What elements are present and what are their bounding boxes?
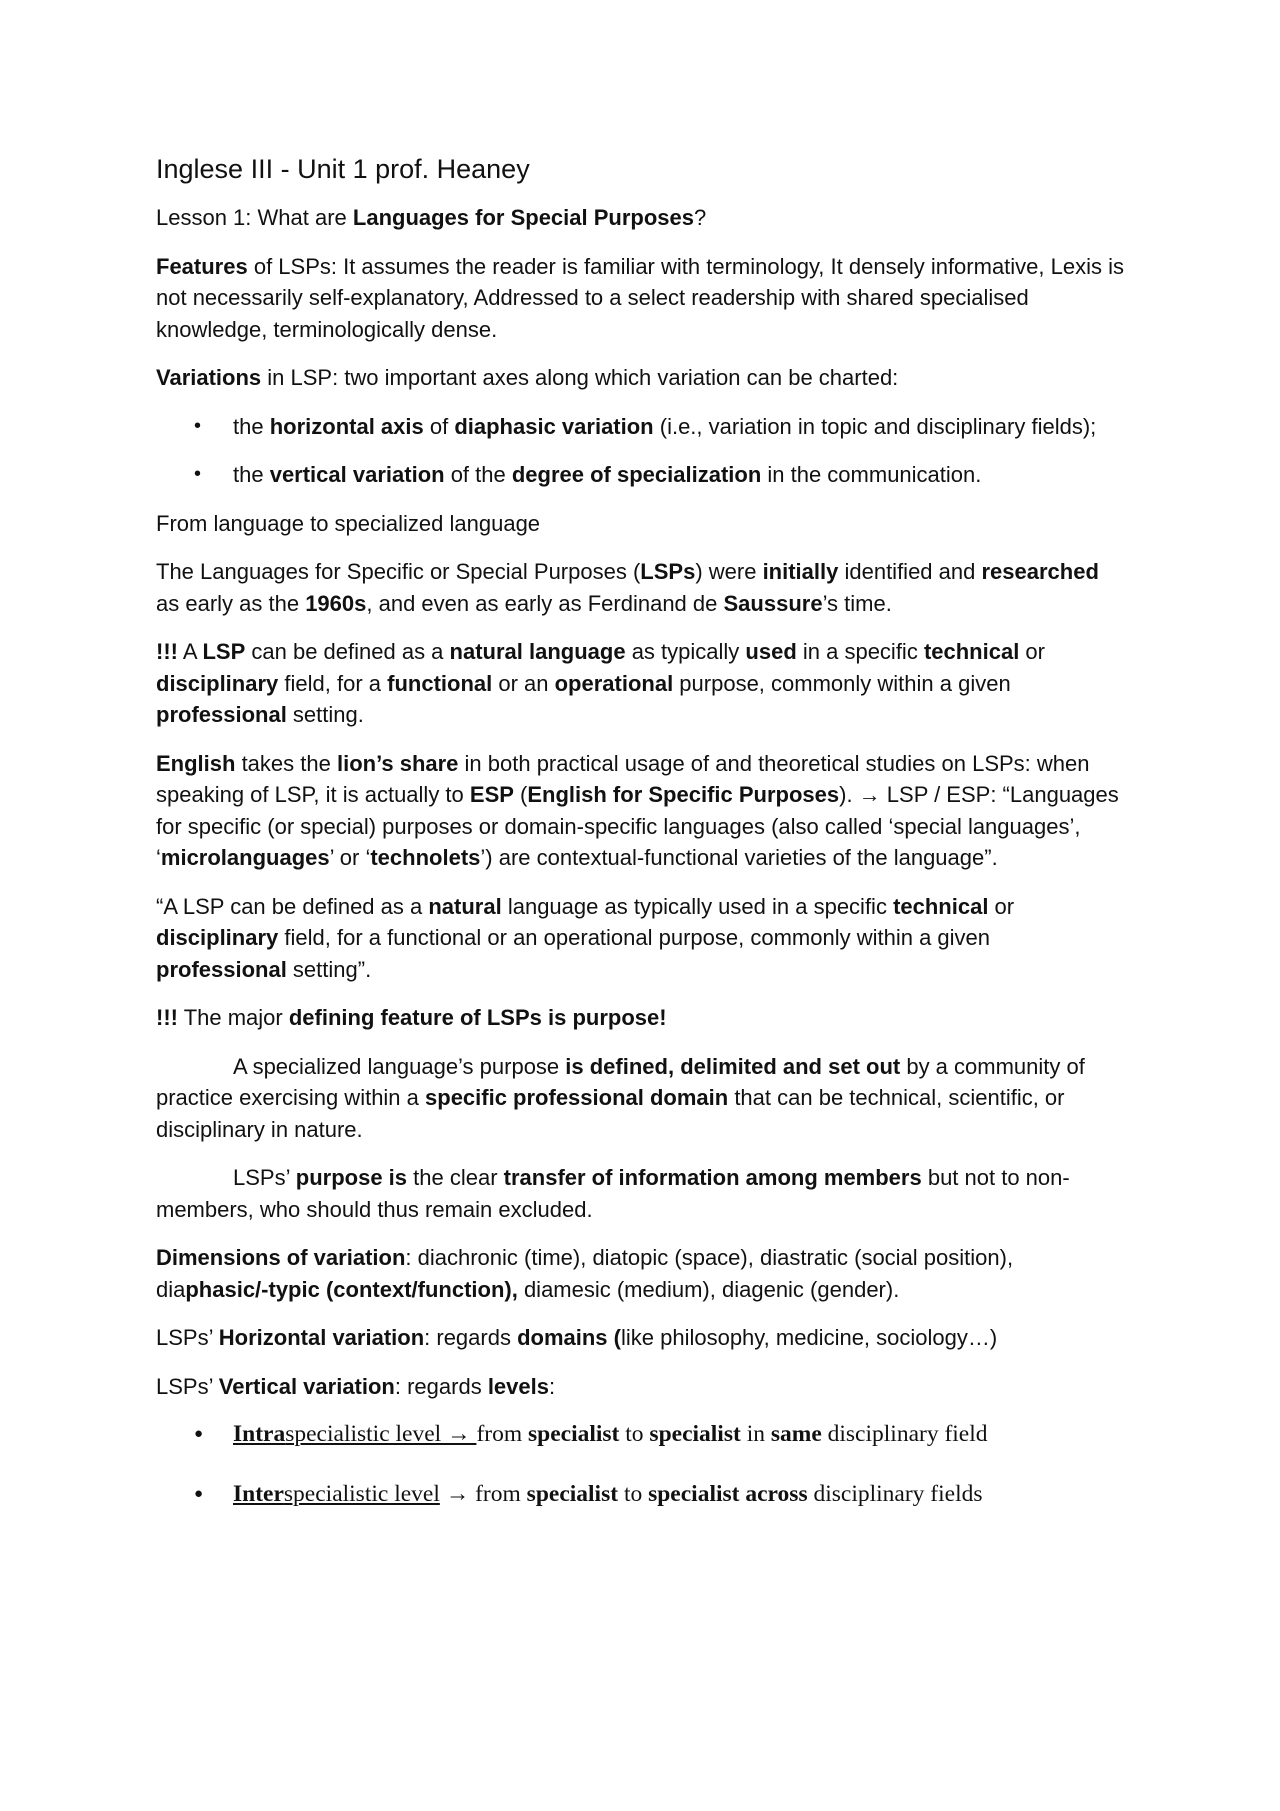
axes-list xyxy=(156,411,1126,491)
vertical-variation-paragraph: LSPs’ Vertical variation: regards levels: xyxy=(156,1373,556,1399)
horizontal-variation-paragraph: LSPs’ Horizontal variation: regards domains (like philosophy, medicine, sociology…) xyxy=(156,1325,998,1351)
list-item: ● Interspecialistic level → from specialist to specialist across disciplinary fields xyxy=(156,1479,1126,1511)
major-feature-paragraph: !!! The major defining feature of LSPs is purpose! xyxy=(156,1005,667,1031)
variations-paragraph: Variations in LSP: two important axes along which variation can be charted: xyxy=(156,365,899,391)
section-heading: From language to specialized language xyxy=(156,510,541,536)
purpose-paragraph-1: A specialized language’s purpose is defined, delimited and set out by a community of practice exercising within a specific professional domain that can be technical, scientific, or disciplinary in nature. xyxy=(156,1053,1085,1142)
list-item: • the vertical variation of the degree of specialization in the communication. xyxy=(156,459,1126,491)
list-item: • the horizontal axis of diaphasic variation (i.e., variation in topic and disciplinary fields); xyxy=(156,411,1126,443)
document-page xyxy=(156,152,1126,1538)
purpose-paragraph-2: LSPs’ purpose is the clear transfer of information among members but not to non-members, who should thus remain excluded. xyxy=(156,1165,1070,1222)
definition-paragraph: !!! A LSP can be defined as a natural language as typically used in a specific technical or disciplinary field, for a functional or an operational purpose, commonly within a given professional setting. xyxy=(156,639,1045,728)
quote-paragraph: “A LSP can be defined as a natural language as typically used in a specific technical or disciplinary field, for a functional or an operational purpose, commonly within a given professional setting”. xyxy=(156,893,1015,982)
dimensions-paragraph: Dimensions of variation: diachronic (time), diatopic (space), diastratic (social position), diaphasic/-typic (context/function), diamesic (medium), diagenic (gender). xyxy=(156,1245,1014,1302)
lsp-history-paragraph: The Languages for Specific or Special Purposes (LSPs) were initially identified and researched as early as the 1960s, and even as early as Ferdinand de Saussure’s time. xyxy=(156,559,1099,616)
document-title: Inglese III - Unit 1 prof. Heaney xyxy=(156,154,530,184)
lesson-heading: Lesson 1: What are Languages for Special Purposes? xyxy=(156,205,707,231)
english-paragraph: English takes the lion’s share in both practical usage of and theoretical studies on LSPs: when speaking of LSP, it is actually to ESP (English for Specific Purposes). → LSP / ESP: “Languages for specific (or special) purposes or domain-specific languages (also called ‘special languages’, ‘microlanguages’ or ‘technolets’) are contextual-functional varieties of the language”. xyxy=(156,750,1119,871)
levels-list xyxy=(156,1419,1126,1510)
list-item: ● Intraspecialistic level → from specialist to specialist in same disciplinary field xyxy=(156,1419,1126,1451)
features-paragraph: Features of LSPs: It assumes the reader is familiar with terminology, It densely informative, Lexis is not necessarily self-explanatory, Addressed to a select readership with shared specialised knowledge, terminologically dense. xyxy=(156,253,1124,342)
